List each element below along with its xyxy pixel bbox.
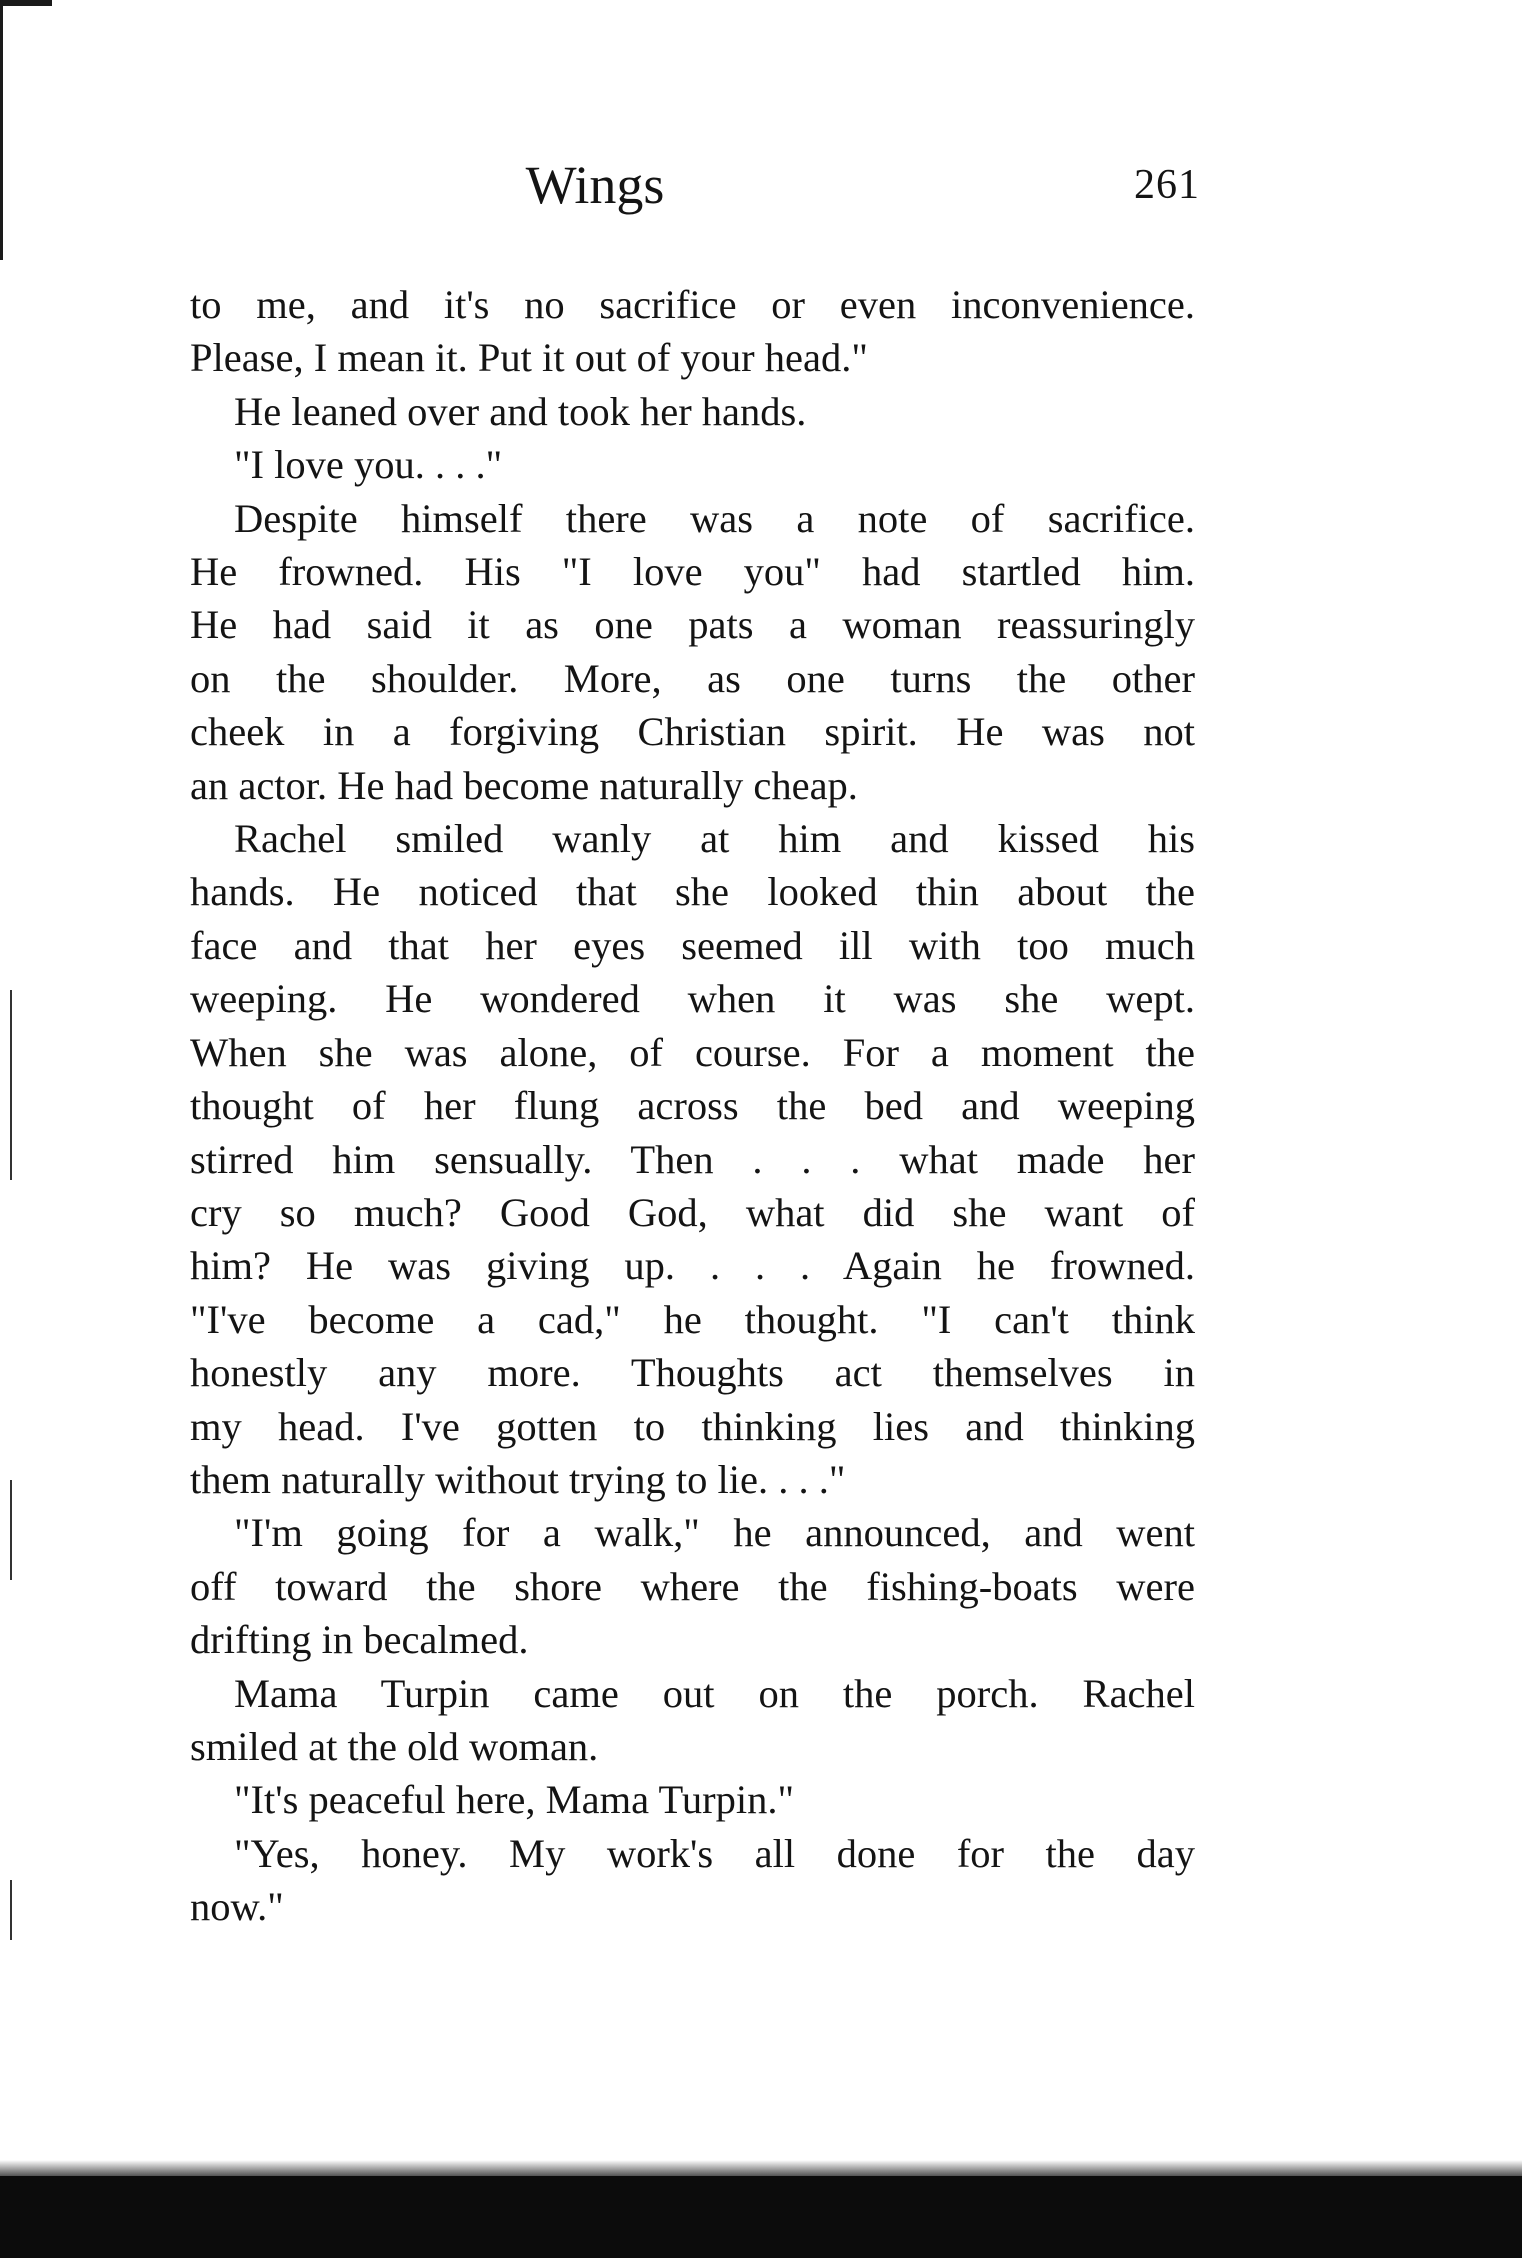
text-line: Rachel smiled wanly at him and kissed his <box>234 816 1195 862</box>
text-line: Mama Turpin came out on the porch. Rachel <box>234 1670 1195 1716</box>
text-line: smiled at the old woman. <box>190 1723 599 1769</box>
text-line: cheek in a forgiving Christian spirit. He was not <box>190 709 1195 755</box>
text-line: drifting in becalmed. <box>190 1617 529 1663</box>
text-line: He frowned. His "I love you" had startled him. <box>190 549 1195 595</box>
text-line: "I love you. . . ." <box>234 442 503 488</box>
text-line: cry so much? Good God, what did she want of <box>190 1189 1195 1235</box>
page-number: 261 <box>1134 162 1200 208</box>
scan-bottom-band <box>0 2176 1522 2258</box>
text-line: "I'm going for a walk," he announced, and went <box>234 1510 1195 1556</box>
text-line: "It's peaceful here, Mama Turpin." <box>234 1777 794 1823</box>
text-line: my head. I've gotten to thinking lies and thinking <box>190 1403 1195 1449</box>
text-line: now." <box>190 1884 284 1930</box>
text-line: Despite himself there was a note of sacrifice. <box>234 495 1195 541</box>
text-line: to me, and it's no sacrifice or even inconvenience. <box>190 282 1195 327</box>
scan-edge-tick <box>10 1480 12 1580</box>
text-line: Please, I mean it. Put it out of your head." <box>190 335 868 381</box>
page-header <box>185 150 1200 220</box>
text-line: an actor. He had become naturally cheap. <box>190 762 858 808</box>
text-line: off toward the shore where the fishing-boats were <box>190 1563 1195 1609</box>
scan-corner-mark <box>0 0 52 6</box>
running-head: Wings <box>525 155 665 215</box>
text-line: "Yes, honey. My work's all done for the day <box>234 1830 1195 1876</box>
text-line: When she was alone, of course. For a moment the <box>190 1029 1195 1075</box>
text-line: weeping. He wondered when it was she wept. <box>190 976 1195 1022</box>
text-line: hands. He noticed that she looked thin about the <box>190 869 1195 915</box>
text-line: him? He was giving up. . . . Again he frowned. <box>190 1243 1195 1289</box>
text-line: thought of her flung across the bed and weeping <box>190 1083 1195 1129</box>
text-line: He leaned over and took her hands. <box>234 388 807 434</box>
text-line: "I've become a cad," he thought. "I can't think <box>190 1296 1195 1342</box>
text-line: them naturally without trying to lie. . . ." <box>190 1456 846 1502</box>
text-line: honestly any more. Thoughts act themselves in <box>190 1350 1195 1396</box>
body-text <box>190 278 1195 1934</box>
scan-left-edge <box>0 0 3 260</box>
text-line: stirred him sensually. Then . . . what made her <box>190 1136 1195 1182</box>
scan-edge-tick <box>10 1880 12 1940</box>
text-line: face and that her eyes seemed ill with too much <box>190 922 1195 968</box>
text-line: on the shoulder. More, as one turns the other <box>190 655 1195 701</box>
text-line: He had said it as one pats a woman reassuringly <box>190 602 1195 648</box>
scan-edge-tick <box>10 990 12 1180</box>
